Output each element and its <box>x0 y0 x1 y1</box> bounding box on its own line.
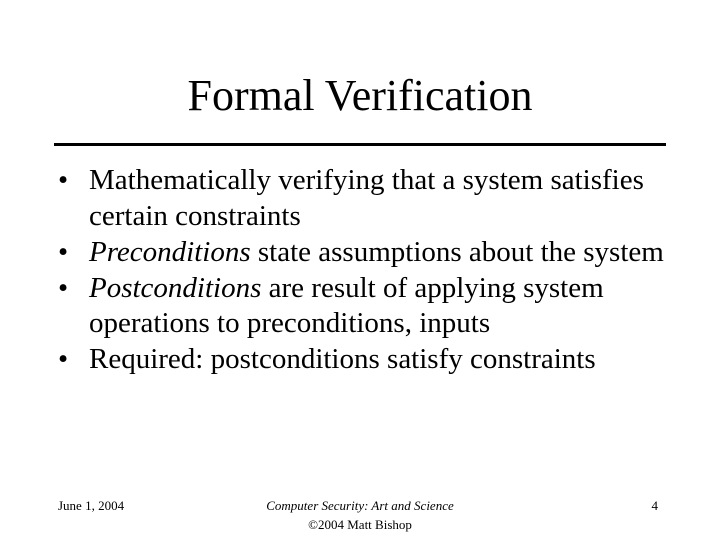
title-divider <box>54 143 666 146</box>
bullet-symbol: • <box>58 343 69 375</box>
bullet-body: state assumptions about the system <box>250 235 664 268</box>
bullet-text <box>89 272 604 340</box>
bullet-item-1 <box>58 163 698 234</box>
bullet-symbol: • <box>58 271 69 304</box>
bullet-text <box>89 164 644 232</box>
slide-title: Formal Verification <box>187 71 533 120</box>
bullet-lead-italic: Postconditions <box>89 271 262 304</box>
bullet-item-4 <box>58 342 698 378</box>
bullet-body: Mathematically verifying that a system satisfies certain constraints <box>89 164 644 232</box>
footer-citation <box>0 496 720 534</box>
bullet-symbol: • <box>58 164 69 196</box>
footer-copyright: ©2004 Matt Bishop <box>308 517 412 532</box>
page-number: 4 <box>651 498 658 513</box>
bullet-text <box>89 343 596 375</box>
bullet-body: Required: postconditions satisfy constraints <box>89 343 596 375</box>
footer-date: June 1, 2004 <box>58 498 125 513</box>
bullet-text <box>89 236 664 268</box>
bullet-list <box>58 163 698 378</box>
bullet-symbol: • <box>58 235 69 268</box>
bullet-item-2 <box>58 235 698 271</box>
bullet-body: are result of applying system operations to preconditions, inputs <box>89 271 604 339</box>
footer-book-title: Computer Security: Art and Science <box>266 498 454 513</box>
bullet-item-3 <box>58 271 698 342</box>
bullet-lead-italic: Preconditions <box>89 235 251 268</box>
